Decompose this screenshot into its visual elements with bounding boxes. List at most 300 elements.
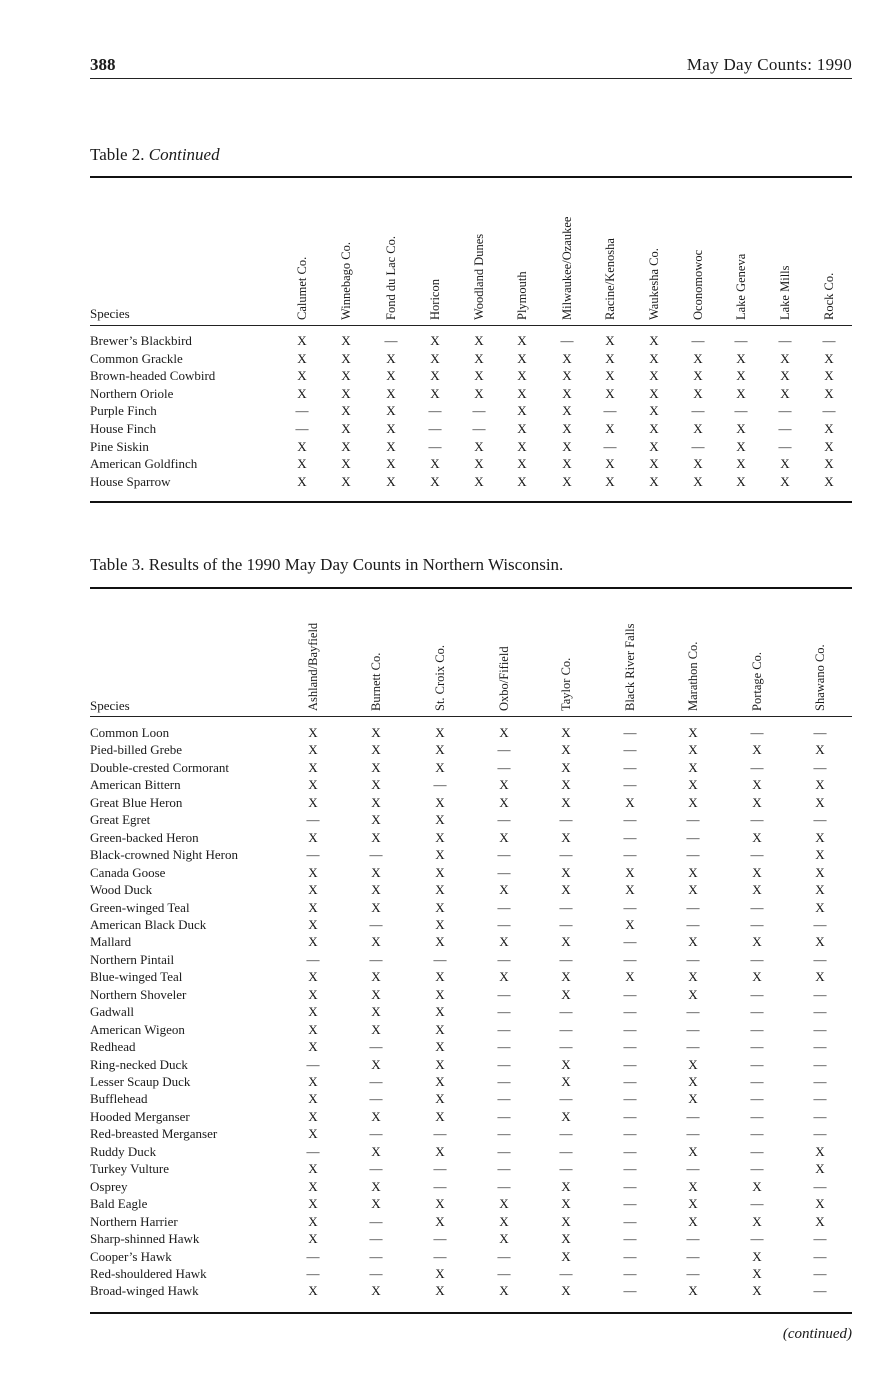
presence-cell: X	[308, 725, 318, 740]
presence-cell: X	[815, 934, 825, 950]
presence-cell: X	[561, 759, 571, 775]
presence-cell: X	[297, 333, 307, 348]
presence-cell: X	[371, 1021, 381, 1037]
presence-cell: X	[562, 403, 572, 419]
presence-cell: —	[623, 1004, 637, 1020]
presence-cell: X	[736, 368, 746, 384]
table2-row	[90, 367, 852, 385]
presence-cell: —	[497, 864, 511, 880]
presence-cell: —	[369, 1126, 383, 1142]
presence-cell: X	[308, 1161, 318, 1177]
presence-cell: X	[517, 421, 527, 436]
presence-cell: X	[824, 350, 834, 366]
presence-cell: X	[386, 368, 396, 384]
table3-row	[90, 1230, 852, 1248]
presence-cell: X	[499, 777, 509, 793]
presence-cell: X	[341, 350, 351, 366]
presence-cell: X	[815, 777, 825, 793]
species-name: Brown-headed Cowbird	[90, 368, 216, 384]
presence-cell: X	[815, 864, 825, 880]
species-name: Turkey Vulture	[90, 1161, 170, 1177]
presence-cell: X	[308, 1039, 318, 1055]
presence-cell: X	[752, 864, 762, 880]
presence-cell: X	[297, 456, 307, 472]
presence-cell: —	[369, 1161, 383, 1177]
presence-cell: —	[686, 1108, 700, 1124]
table2-column-header: Lake Mills	[778, 265, 792, 320]
presence-cell: X	[561, 969, 571, 985]
presence-cell: —	[750, 1161, 764, 1177]
presence-cell: X	[562, 385, 572, 401]
species-name: Pied-billed Grebe	[90, 742, 183, 758]
presence-cell: —	[813, 1039, 827, 1055]
presence-cell: X	[815, 829, 825, 845]
presence-cell: —	[778, 421, 792, 436]
presence-cell: —	[750, 1074, 764, 1089]
presence-cell: X	[824, 473, 834, 489]
presence-cell: —	[623, 1056, 637, 1072]
presence-cell: X	[386, 403, 396, 419]
presence-cell: —	[750, 1021, 764, 1037]
presence-cell: —	[472, 403, 486, 419]
presence-cell: X	[371, 864, 381, 880]
presence-cell: X	[435, 1056, 445, 1072]
presence-cell: X	[649, 473, 659, 489]
page-number: 388	[90, 55, 116, 74]
table2-row	[90, 473, 852, 491]
presence-cell: —	[433, 1248, 447, 1264]
presence-cell: —	[623, 934, 637, 950]
presence-cell: —	[497, 1178, 511, 1194]
table2-caption-italic: Continued	[148, 145, 220, 164]
presence-cell: —	[623, 777, 637, 793]
presence-cell: X	[752, 882, 762, 898]
presence-cell: X	[341, 333, 351, 348]
presence-cell: —	[603, 438, 617, 454]
presence-cell: —	[623, 759, 637, 775]
presence-cell: X	[815, 847, 825, 863]
presence-cell: X	[736, 350, 746, 366]
presence-cell: X	[435, 1213, 445, 1229]
species-name: Cooper’s Hawk	[90, 1248, 172, 1264]
presence-cell: —	[306, 847, 320, 863]
presence-cell: X	[561, 1231, 571, 1247]
table3-column-header: Burnett Co.	[369, 652, 383, 711]
table2-caption-prefix: Table 2.	[90, 145, 149, 164]
presence-cell: X	[499, 829, 509, 845]
presence-cell: X	[688, 1074, 698, 1089]
presence-cell: X	[308, 986, 318, 1002]
presence-cell: X	[308, 759, 318, 775]
presence-cell: X	[824, 368, 834, 384]
presence-cell: —	[813, 812, 827, 828]
presence-cell: X	[780, 350, 790, 366]
presence-cell: X	[435, 1021, 445, 1037]
presence-cell: X	[517, 350, 527, 366]
presence-cell: X	[371, 759, 381, 775]
presence-cell: X	[815, 1196, 825, 1212]
presence-cell: X	[561, 794, 571, 810]
presence-cell: X	[435, 1039, 445, 1055]
presence-cell: X	[517, 438, 527, 454]
running-head: May Day Counts: 1990	[686, 55, 852, 74]
species-name: Red-shouldered Hawk	[90, 1265, 207, 1281]
presence-cell: X	[688, 969, 698, 985]
species-name: Northern Pintail	[90, 951, 175, 967]
presence-cell: —	[623, 1265, 637, 1281]
presence-cell: —	[750, 986, 764, 1002]
presence-cell: —	[623, 1161, 637, 1177]
presence-cell: —	[750, 759, 764, 775]
presence-cell: X	[605, 350, 615, 366]
presence-cell: —	[734, 403, 748, 419]
presence-cell: X	[308, 864, 318, 880]
presence-cell: X	[752, 829, 762, 845]
presence-cell: X	[693, 421, 703, 436]
presence-cell: X	[341, 438, 351, 454]
table2-column-header: Racine/Kenosha	[603, 238, 617, 320]
table3-row	[90, 916, 852, 934]
presence-cell: X	[435, 829, 445, 845]
presence-cell: —	[686, 1231, 700, 1247]
presence-cell: —	[686, 1004, 700, 1020]
presence-cell: X	[308, 829, 318, 845]
presence-cell: X	[308, 1108, 318, 1124]
presence-cell: X	[780, 456, 790, 472]
table2-column-header: Rock Co.	[822, 272, 836, 320]
table2-column-header: Plymouth	[515, 271, 529, 320]
presence-cell: X	[430, 368, 440, 384]
presence-cell: —	[750, 1004, 764, 1020]
presence-cell: —	[813, 1108, 827, 1124]
presence-cell: X	[308, 1091, 318, 1107]
table3-row	[90, 811, 852, 829]
presence-cell: —	[750, 1126, 764, 1142]
presence-cell: —	[623, 829, 637, 845]
presence-cell: —	[306, 812, 320, 828]
presence-cell: X	[688, 777, 698, 793]
presence-cell: —	[686, 812, 700, 828]
presence-cell: X	[435, 864, 445, 880]
table3-row	[90, 1038, 852, 1056]
presence-cell: —	[369, 1091, 383, 1107]
presence-cell: —	[623, 1039, 637, 1055]
presence-cell: X	[649, 333, 659, 348]
presence-cell: X	[341, 403, 351, 419]
presence-cell: —	[369, 916, 383, 932]
presence-cell: X	[605, 368, 615, 384]
presence-cell: —	[559, 951, 573, 967]
presence-cell: X	[688, 986, 698, 1002]
species-name: Green-backed Heron	[90, 829, 199, 845]
species-name: Purple Finch	[90, 403, 157, 419]
presence-cell: X	[815, 794, 825, 810]
presence-cell: —	[559, 847, 573, 863]
presence-cell: —	[306, 1143, 320, 1159]
species-name: House Sparrow	[90, 473, 171, 489]
presence-cell: X	[371, 829, 381, 845]
presence-cell: X	[688, 934, 698, 950]
presence-cell: X	[688, 1283, 698, 1299]
presence-cell: X	[435, 794, 445, 810]
presence-cell: X	[499, 882, 509, 898]
species-name: Black-crowned Night Heron	[90, 847, 239, 863]
presence-cell: X	[386, 473, 396, 489]
presence-cell: X	[499, 1231, 509, 1247]
presence-cell: —	[778, 438, 792, 454]
presence-cell: —	[734, 333, 748, 348]
presence-cell: —	[369, 1039, 383, 1055]
presence-cell: —	[472, 421, 486, 436]
presence-cell: —	[750, 1108, 764, 1124]
presence-cell: X	[752, 1213, 762, 1229]
presence-cell: X	[752, 969, 762, 985]
species-name: Lesser Scaup Duck	[90, 1074, 191, 1089]
presence-cell: X	[561, 1283, 571, 1299]
table2-bottom-rule	[90, 501, 852, 503]
presence-cell: X	[386, 438, 396, 454]
presence-cell: X	[561, 864, 571, 880]
presence-cell: X	[474, 473, 484, 489]
presence-cell: —	[559, 916, 573, 932]
presence-cell: X	[780, 385, 790, 401]
presence-cell: —	[691, 333, 705, 348]
presence-cell: X	[341, 456, 351, 472]
table3-row	[90, 1143, 852, 1161]
presence-cell: X	[435, 1143, 445, 1159]
presence-cell: X	[693, 385, 703, 401]
presence-cell: X	[435, 742, 445, 758]
presence-cell: —	[813, 1091, 827, 1107]
presence-cell: X	[561, 829, 571, 845]
species-name: Bald Eagle	[90, 1196, 148, 1212]
presence-cell: X	[752, 1248, 762, 1264]
presence-cell: X	[815, 882, 825, 898]
presence-cell: —	[813, 1178, 827, 1194]
table3-row	[90, 1108, 852, 1126]
presence-cell: X	[562, 368, 572, 384]
presence-cell: X	[297, 350, 307, 366]
presence-cell: X	[435, 934, 445, 950]
presence-cell: X	[561, 742, 571, 758]
species-name: Broad-winged Hawk	[90, 1283, 199, 1299]
table3-top-rule	[90, 587, 852, 589]
presence-cell: —	[686, 1248, 700, 1264]
presence-cell: X	[308, 899, 318, 915]
species-name: Common Grackle	[90, 350, 183, 366]
presence-cell: —	[306, 1056, 320, 1072]
presence-cell: X	[308, 1196, 318, 1212]
presence-cell: X	[562, 456, 572, 472]
presence-cell: X	[752, 1178, 762, 1194]
table2-column-header: Waukesha Co.	[647, 248, 661, 320]
presence-cell: X	[561, 1248, 571, 1264]
presence-cell: X	[625, 882, 635, 898]
species-name: Great Egret	[90, 812, 151, 828]
table3-row	[90, 1056, 852, 1074]
presence-cell: —	[686, 951, 700, 967]
table3-row	[90, 794, 852, 812]
presence-cell: X	[824, 438, 834, 454]
presence-cell: X	[625, 794, 635, 810]
presence-cell: X	[474, 350, 484, 366]
presence-cell: —	[559, 1126, 573, 1142]
presence-cell: X	[605, 473, 615, 489]
presence-cell: —	[623, 1213, 637, 1229]
presence-cell: X	[371, 986, 381, 1002]
presence-cell: X	[517, 368, 527, 384]
table3-row	[90, 724, 852, 742]
presence-cell: X	[693, 473, 703, 489]
presence-cell: —	[623, 1126, 637, 1142]
table2-column-header: Milwaukee/Ozaukee	[560, 216, 574, 320]
table2-top-rule	[90, 176, 852, 178]
presence-cell: X	[649, 421, 659, 436]
presence-cell: X	[688, 759, 698, 775]
presence-cell: —	[497, 1248, 511, 1264]
table3-bottom-rule	[90, 1312, 852, 1314]
table3-column-header: Shawano Co.	[813, 644, 827, 711]
table3-species-header: Species	[90, 698, 130, 713]
presence-cell: —	[497, 1091, 511, 1107]
presence-cell: —	[813, 986, 827, 1002]
presence-cell: —	[369, 847, 383, 863]
presence-cell: X	[308, 1231, 318, 1247]
presence-cell: X	[824, 456, 834, 472]
presence-cell: X	[371, 1178, 381, 1194]
table2-row	[90, 438, 852, 456]
presence-cell: X	[688, 864, 698, 880]
species-name: Sharp-shinned Hawk	[90, 1231, 200, 1247]
presence-cell: X	[435, 1004, 445, 1020]
presence-cell: X	[371, 725, 381, 740]
presence-cell: —	[369, 1265, 383, 1281]
presence-cell: X	[517, 456, 527, 472]
presence-cell: X	[297, 473, 307, 489]
presence-cell: X	[688, 1143, 698, 1159]
table3-row	[90, 864, 852, 882]
presence-cell: X	[341, 385, 351, 401]
table3-row	[90, 1125, 852, 1143]
presence-cell: —	[686, 1039, 700, 1055]
table3-row	[90, 1090, 852, 1108]
table2-caption	[90, 145, 220, 165]
presence-cell: X	[605, 385, 615, 401]
presence-cell: X	[371, 1143, 381, 1159]
presence-cell: —	[384, 333, 398, 348]
table2-row	[90, 385, 852, 403]
presence-cell: X	[430, 350, 440, 366]
presence-cell: X	[688, 1178, 698, 1194]
species-name: Northern Shoveler	[90, 986, 187, 1002]
presence-cell: —	[306, 1248, 320, 1264]
table3-column-header: Taylor Co.	[559, 657, 573, 711]
presence-cell: X	[435, 969, 445, 985]
presence-cell: —	[691, 403, 705, 419]
presence-cell: —	[369, 951, 383, 967]
presence-cell: X	[435, 1074, 445, 1089]
presence-cell: X	[499, 969, 509, 985]
presence-cell: —	[497, 1265, 511, 1281]
presence-cell: —	[497, 1161, 511, 1177]
presence-cell: —	[497, 1108, 511, 1124]
presence-cell: —	[813, 951, 827, 967]
presence-cell: —	[497, 742, 511, 758]
table2-row	[90, 455, 852, 473]
table3-row	[90, 986, 852, 1004]
presence-cell: X	[688, 882, 698, 898]
presence-cell: X	[386, 385, 396, 401]
presence-cell: X	[308, 1178, 318, 1194]
presence-cell: —	[559, 1143, 573, 1159]
presence-cell: X	[562, 473, 572, 489]
presence-cell: X	[517, 333, 527, 348]
presence-cell: —	[369, 1231, 383, 1247]
species-name: Ring-necked Duck	[90, 1056, 188, 1072]
species-name: American Goldfinch	[90, 456, 198, 472]
presence-cell: X	[308, 1213, 318, 1229]
presence-cell: —	[306, 1265, 320, 1281]
presence-cell: —	[623, 1074, 637, 1089]
presence-cell: —	[623, 725, 637, 740]
table3-row	[90, 881, 852, 899]
presence-cell: —	[559, 1021, 573, 1037]
presence-cell: —	[750, 916, 764, 932]
species-name: Blue-winged Teal	[90, 969, 183, 985]
species-name: House Finch	[90, 421, 157, 436]
presence-cell: X	[561, 1074, 571, 1089]
presence-cell: X	[824, 421, 834, 436]
presence-cell: X	[605, 333, 615, 348]
presence-cell: X	[341, 421, 351, 436]
presence-cell: —	[813, 1074, 827, 1089]
presence-cell: X	[693, 456, 703, 472]
presence-cell: X	[625, 969, 635, 985]
presence-cell: X	[297, 385, 307, 401]
presence-cell: X	[561, 1056, 571, 1072]
table3-column-header: St. Croix Co.	[433, 645, 447, 711]
presence-cell: —	[559, 1039, 573, 1055]
presence-cell: X	[386, 421, 396, 436]
presence-cell: X	[688, 1196, 698, 1212]
species-name: Bufflehead	[90, 1091, 148, 1107]
presence-cell: —	[813, 1004, 827, 1020]
presence-cell: X	[499, 934, 509, 950]
presence-cell: —	[750, 1091, 764, 1107]
table3-column-header: Portage Co.	[750, 651, 764, 711]
presence-cell: —	[822, 333, 836, 348]
presence-cell: X	[435, 812, 445, 828]
presence-cell: —	[686, 829, 700, 845]
presence-cell: —	[623, 1231, 637, 1247]
species-name: Red-breasted Merganser	[90, 1126, 218, 1142]
species-name: American Black Duck	[90, 916, 207, 932]
presence-cell: X	[499, 1196, 509, 1212]
presence-cell: —	[428, 403, 442, 419]
presence-cell: X	[308, 1021, 318, 1037]
presence-cell: —	[497, 899, 511, 915]
presence-cell: X	[736, 438, 746, 454]
presence-cell: X	[625, 864, 635, 880]
table3-caption: Table 3. Results of the 1990 May Day Counts in Northern Wisconsin.	[90, 555, 564, 574]
presence-cell: X	[815, 1143, 825, 1159]
presence-cell: —	[369, 1074, 383, 1089]
presence-cell: —	[822, 403, 836, 419]
table3-row	[90, 933, 852, 951]
presence-cell: X	[752, 742, 762, 758]
presence-cell: X	[308, 1126, 318, 1142]
presence-cell: —	[623, 742, 637, 758]
